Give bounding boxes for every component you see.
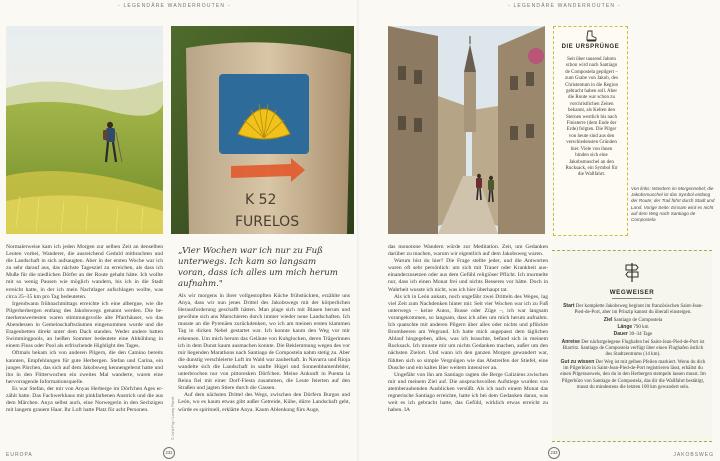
paragraph: Als wir morgens in ihrer vollgestopften Küche frühstückten, erzählte uns Anya, dass wir nun jenes Drittel des Jakobswegs mit der körperlichen Herausforderung geschafft hätten. Man plage sich mit Blasen herum und gewöhne sich ans Marschieren durch immer wieder neue Landschaften. Ich musste an die Pyrenäen zurückdenken, wo ich am meinen ersten klammen Tag in dicken Nebel gestartet war. Ich konnte kaum den Weg vor mir erkennen. Um mich herum das Geläute von Kuhglocken, deren Trägerinnen ich in dem Dunst kaum ausmachen konnte. Die Beklemmung wegen des vor mir liegenden Marathons nach Santiago de Compostela nahm stetig zu. Aber die dunstig verschleierte Luft im Wald war zauberhaft. In Navarra und Rioja wandelte sich die Landschaft in sanfte Hügel und Sonnenblumenfelder, unterbrochen nur von pittoresken Dörfchen. Meine Ankunft in Puenta la Reina fiel mit einer Dorf-Fiesta zusammen, die Leute feierten auf den Straßen und jagten Stiere durch die Gassen. (178, 293, 350, 392)
wegweiser-value: 790 km (633, 325, 649, 331)
left-folio: EUROPA (6, 452, 33, 458)
wegweiser-item (560, 303, 706, 317)
wegweiser-label: Start (563, 303, 575, 309)
origins-title: DIE URSPRÜNGE (561, 44, 620, 50)
pull-quote: „Vier Wochen war ich nur zu Fuß unterwegs. Ich kam so langsam voran, dass ich alles um mich herum aufnahm." (178, 246, 338, 289)
paragraph: Auf dem nächsten Drittel des Wegs, zwischen den Dörfern Burgos und León, wo es kaum etwas gibt außer Getreide, Kühe, dürre Landschaft geht, würde es spirituell, erklärte Anya. Kaum Ablenkung fürs Auge, (178, 392, 350, 413)
signpost-icon (624, 261, 640, 283)
wegweiser-label: Gut zu wissen (560, 358, 595, 365)
photo-credit: © Jordi Puy / Lonely Planet (171, 396, 175, 440)
right-folio: JAKOBSWEG (673, 452, 714, 458)
wegweiser-value: Der nächstgelegene Flughafen bei Saint-Jean-Pied-de-Port ist Biarritz. Santiago de Compostela verfügt über einen Flughafen östlich des Stadtzentrums (14 km). (562, 339, 705, 358)
shell-marker-photo (171, 26, 354, 234)
wegweiser-item (560, 324, 706, 331)
boot-icon (585, 30, 597, 42)
wegweiser-item (560, 317, 706, 324)
paragraph: Warum bist du hier? Die Frage stellte jeder, und die Antworten waren oft sehr persönlich: um sich mit Trauer oder Krankheit auseinanderzusetzen oder aus dem Gefühl religiöser Pflicht. Ich murmelte nur, dass ich einen Monat frei und nichts Besseres vor hätte. Doch in Wahrheit wusste ich nicht, was ich hier überhaupt tat. (388, 258, 548, 293)
wegweiser-value: 30–34 Tage (629, 332, 653, 338)
paragraph: Oftmals bekam ich von anderen Pilgern, die den Camino bereits kannten, Empfehlungen für gute Herbergen. Stefan und Carina, ein junges Pärchen, das sich auf dem Jakobsweg kennengelernt hatte und ihn in den Flitterwochen ein zweites Mal wanderte, waren eine hervorragende Informationsquelle. (6, 350, 163, 385)
wegweiser-value: Der Weg ist mit gelben Pfeilen markiert. Wenn du dich im Pilgerbüro in Saint-Jean-Pied-de-Port registrieren lässt, erhältst du einen Pilgerausweis, den du in den Herbergen stempeln lassen musst. Im Pilgerbüro von Santiago de Compostela, das dir die Wallfahrt bestätigt, musst du mindestens die letzten 100 km gewandert sein. (560, 359, 706, 391)
village-street-photo (388, 26, 545, 234)
wegweiser-label: Dauer (613, 331, 628, 338)
left-running-head: - LEGENDÄRE WANDERROUTEN - (118, 3, 231, 9)
right-page-number: 233 (548, 447, 560, 459)
marker-place-text: FURELOS (235, 214, 300, 230)
wegweiser-label: Länge (617, 324, 633, 331)
wegweiser-label: Ziel (603, 316, 613, 323)
wegweiser-item (560, 359, 706, 392)
village-street-image (388, 26, 545, 234)
wegweiser-divider (612, 298, 652, 299)
wegweiser-value: Santiago de Compostela (613, 317, 663, 323)
paragraph: das monotone Wandern würde zur Meditation. Zeit, um Gedanken darüber zu machen, warum wir eigentlich auf dem Jakobsweg waren. (388, 244, 548, 258)
paragraph: Als ich in León ankam, noch ungefähr zwei Dritteln des Weges, lag viel Zeit zum Nachdenken hinter mir. Seit vier Wochen war ich zu Fuß unterwegs – keine Autos, Busse oder Züge –, ich war langsam vorangekommen, so langsam, dass ich alles um mich herum aufnahm. Ich quatschte mit anderen Pilgern über alles oder nichts und pflückte Brombeeren am Wegrand. Ich hatte mich angepasst dem täglichen Ablauf hingegeben, alles, was ich brauchte, befand sich in meinem Rucksack. Ich musste mir um nichts Gedanken machen, außer um den nächsten Zielort. Und wann ich den ganzen Morgen gewandert war, fühlten sich so simple Vergnügen wie das Abstreifen der Stiefel, eine Dusche und ein kaltes Bier weitem intensiver an. (388, 293, 548, 371)
wegweiser-label: Anreise (561, 338, 580, 345)
marker-km-text: K 52 (245, 192, 277, 208)
meadow-walker-image (6, 26, 163, 234)
left-body-column-1 (6, 244, 163, 414)
wegweiser-list (560, 303, 706, 391)
left-page-number: 232 (163, 447, 175, 459)
left-body-column-2 (178, 293, 350, 414)
wegweiser-title: WEGWEISER (609, 289, 655, 296)
wegweiser-value: Der komplette Jakobsweg beginnt im französischen Saint-Jean-Pied-de-Port, aber im Prinzip kannst du überall einsteigen. (574, 304, 703, 316)
paragraph: Es war Stefan, der mir von Anyas Herberge im Dörfchen Ages erzählt hatte. Das Fachwerkhaus mit pinkfarbenen Anstrich und die aus dem Märchen. Anya selbst auch, eine Norwegerin in den Sechzigen mit langem grauem Haar. Ihr Loft hatte Platz für acht Personen. (6, 385, 163, 414)
origins-box (553, 26, 628, 236)
right-running-head: - LEGENDÄRE WANDERROUTEN - (508, 3, 621, 9)
origins-text: Seit über tausend Jahren schon wird nach Santiago de Compostela gepilgert – zum Grabe von Jakob, des Christentum in die Region gebracht haben soll. Aber die Route war schon zu vorchristlichen Zeiten bekannt, als Kelten den Sternen westlich bis nach Finisterre (dem Ende der Erde) folgten. Die Pilger von heute sind aus den verschiedensten Gründen hier. Viele von ihnen binden sich eine Jakobsmuschel an den Rucksack, ein Symbol für die Wallfahrt. (565, 57, 618, 178)
photo-caption: Von links: Wandern im Morgennebel; die Jakobsmuschel ist das Symbol entlang der Route; der Trail führt durch Stadt und Land. Vorige Seite: Einsam wird es nicht auf dem Weg nach Santiago de Compostela (631, 186, 715, 223)
wegweiser-item (560, 331, 706, 338)
shell-marker-image (171, 26, 354, 234)
paragraph: Ungefähr von ihn am Santiago ragten die Berge Galiziens zwischen mir und meinem Ziel auf. Die anspruchsvollen Aufstiege wurden von atemberaubenden Ausblicken versüßt. Als ich nach einem Monat das regnerische Santiago erreichte, hatte ich bei dem Gedanken daran, was weit es ich gebracht hatte, das Gefühl, wirklich etwas erreicht zu haben. IA (388, 371, 548, 414)
paragraph: Irgendwann frühnachmittags erreichte ich eine albergue, wie die Pilgerherbergen entlang des Jakobswegs genannt werden. Die bemerkenswertesten waren stimmungsvolle alte Pfarrhäuser, wo das Abendessen in Gemeinschaftsräumen eingenommen wurde und die Etagenbetten direkt unter dem Dach standen. Weder andere hatten Swimmingpools, an heißen Sommer bedeutete eine Abkühlung in einem Fluss oder Pool als erfrischende Highlight des Tages. (6, 300, 163, 350)
right-body-column (388, 244, 548, 414)
wegweiser-box (552, 250, 712, 442)
meadow-walker-photo (6, 26, 163, 234)
paragraph: Normalerweise kam ich jeden Morgen zur selben Zeit an denselben Leuten vorbei, Wanderer, die ausreichend Geduld mitbrachten und die Landschaft in sich aufsaugten. Aber in der ersten Woche war ich zu sehr darauf aus, das nächste Tagesziel zu erreichen, als dass ich Muße für die niedlichen Dörfer an der Route gehabt hätte. Ich wollte mit so wenig Pausen wie möglich wandern, bis ich in die Stadt erreicht hatte, in der ich mein Nachtlager aufschlagen wollte, was circa 25–35 km pro Tag bedeuteten. (6, 244, 163, 300)
wegweiser-item (560, 339, 706, 359)
